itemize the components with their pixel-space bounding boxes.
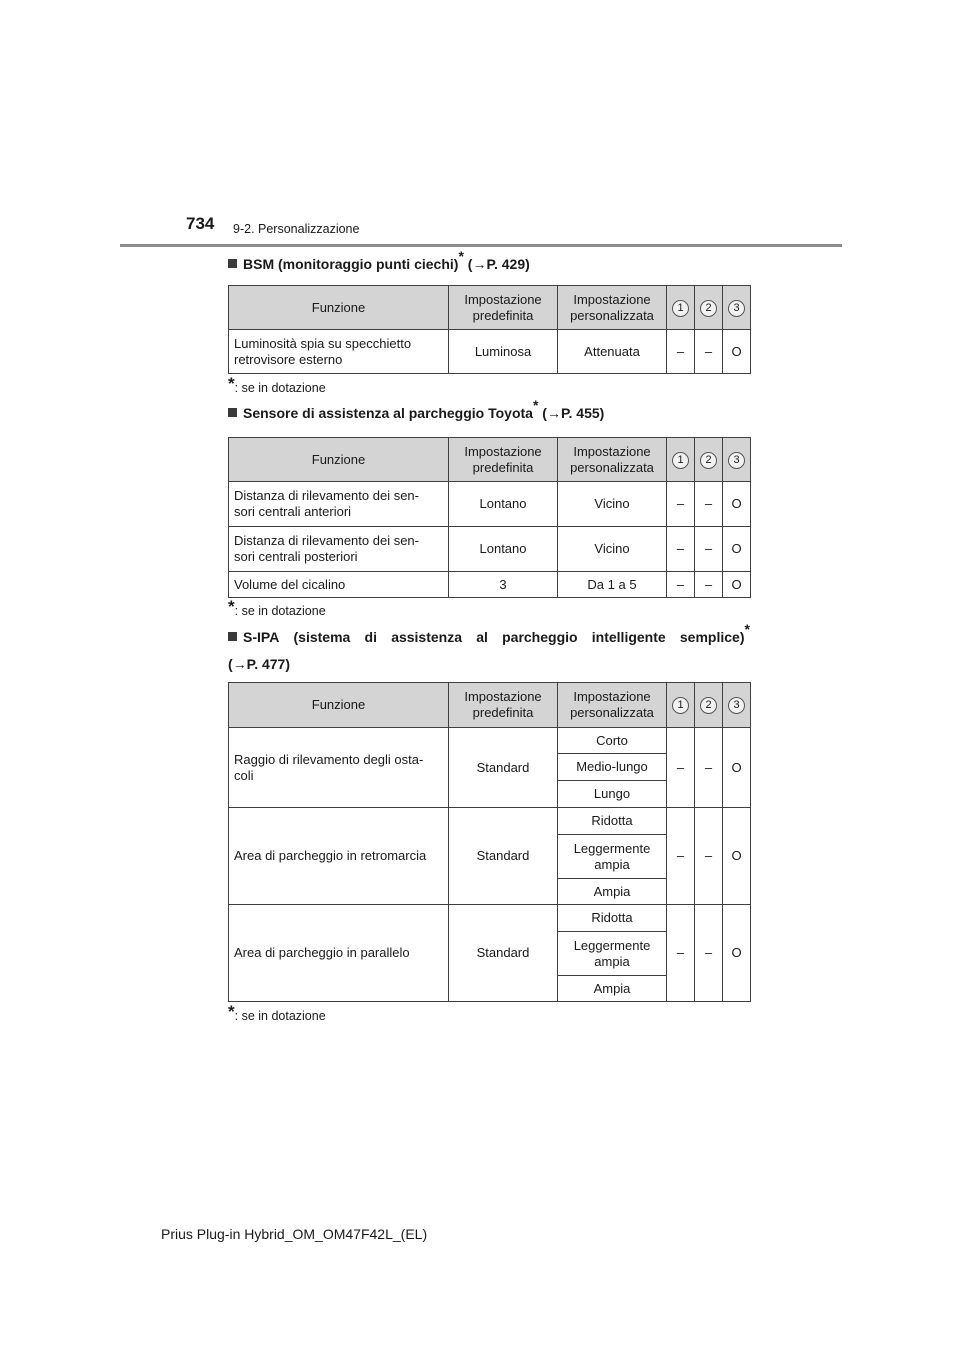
section-title: BSM (monitoraggio punti ciechi)	[243, 256, 459, 272]
col-circled-2	[695, 286, 723, 330]
section-heading-parking-sensor: Sensore di assistenza al parcheggio Toyota* (→P. 455)	[228, 403, 604, 424]
cell-c2: –	[695, 728, 723, 808]
cell-c2: –	[695, 330, 723, 374]
cell-c1: –	[667, 905, 695, 1002]
cell-custom: Vicino	[558, 527, 667, 572]
cell-c3: O	[723, 808, 751, 905]
table-row	[229, 905, 751, 932]
square-bullet-icon	[228, 259, 237, 268]
cell-function: Area di parcheggio in retromarcia	[229, 808, 449, 905]
cell-custom: Attenuata	[558, 330, 667, 374]
table-header-row	[229, 286, 751, 330]
cell-custom: Vicino	[558, 482, 667, 527]
cell-function: Raggio di rilevamento degli osta- coli	[229, 728, 449, 808]
cell-c3: O	[723, 572, 751, 598]
circled-3-icon: 3	[728, 697, 745, 714]
document-footer: Prius Plug-in Hybrid_OM_OM47F42L_(EL)	[161, 1226, 428, 1242]
cell-c1: –	[667, 330, 695, 374]
footnote: *: se in dotazione	[228, 1002, 326, 1023]
table-row	[229, 330, 751, 374]
col-custom: Impostazione personalizzata	[558, 286, 667, 330]
cell-c2: –	[695, 905, 723, 1002]
asterisk-mark: *	[458, 248, 464, 264]
col-circled-2	[695, 683, 723, 728]
table-row	[229, 572, 751, 598]
cell-c2: –	[695, 572, 723, 598]
col-circled-1	[667, 438, 695, 482]
col-circled-3	[723, 286, 751, 330]
cell-option: Leggermente ampia	[558, 835, 667, 879]
cell-c3: O	[723, 330, 751, 374]
page-reference: P. 477)	[246, 656, 291, 672]
table-header-row	[229, 683, 751, 728]
cell-option: Corto	[558, 728, 667, 754]
table-row	[229, 482, 751, 527]
col-circled-1	[667, 286, 695, 330]
cell-default: Standard	[449, 905, 558, 1002]
col-circled-1	[667, 683, 695, 728]
cell-option: Medio-lungo	[558, 754, 667, 781]
circled-1-icon: 1	[672, 300, 689, 317]
col-default: Impostazione predefinita	[449, 683, 558, 728]
footnote: *: se in dotazione	[228, 597, 326, 618]
square-bullet-icon	[228, 632, 237, 641]
cell-c1: –	[667, 527, 695, 572]
cell-option: Ridotta	[558, 905, 667, 932]
cell-c3: O	[723, 482, 751, 527]
section-title: S-IPA (sistema di assistenza al parcheggio intelligente semplice)*	[228, 627, 750, 648]
cell-c3: O	[723, 905, 751, 1002]
header-rule	[120, 244, 842, 247]
table-row	[229, 527, 751, 572]
circled-1-icon: 1	[672, 452, 689, 469]
cell-default: 3	[449, 572, 558, 598]
cell-option: Lungo	[558, 781, 667, 808]
cell-option: Leggermente ampia	[558, 932, 667, 976]
cell-default: Luminosa	[449, 330, 558, 374]
cell-function: Distanza di rilevamento dei sen- sori centrali anteriori	[229, 482, 449, 527]
cell-option: Ridotta	[558, 808, 667, 835]
table-row	[229, 808, 751, 835]
arrow-right-icon: →	[232, 656, 247, 672]
cell-c2: –	[695, 808, 723, 905]
col-circled-2	[695, 438, 723, 482]
cell-function: Luminosità spia su specchietto retrovisore esterno	[229, 330, 449, 374]
page-reference: P. 429)	[486, 256, 530, 272]
asterisk-mark: *	[532, 397, 539, 413]
cell-option: Ampia	[558, 976, 667, 1002]
parking-sensor-table	[228, 437, 751, 598]
table-header-row	[229, 438, 751, 482]
cell-default: Standard	[449, 808, 558, 905]
section-heading-bsm: BSM (monitoraggio punti ciechi)* (→P. 429)	[228, 254, 530, 275]
circled-2-icon: 2	[700, 452, 717, 469]
cell-c1: –	[667, 808, 695, 905]
section-title: Sensore di assistenza al parcheggio Toyota	[243, 405, 533, 421]
cell-c1: –	[667, 482, 695, 527]
arrow-right-icon: →	[472, 256, 487, 272]
cell-function: Distanza di rilevamento dei sen- sori centrali posteriori	[229, 527, 449, 572]
cell-c3: O	[723, 527, 751, 572]
page-number: 734	[186, 214, 215, 233]
s-ipa-table	[228, 682, 751, 1002]
bsm-table	[228, 285, 751, 374]
cell-option: Ampia	[558, 879, 667, 905]
col-function: Funzione	[229, 286, 449, 330]
col-default: Impostazione predefinita	[449, 438, 558, 482]
chapter-title: 9-2. Personalizzazione	[233, 222, 360, 236]
col-circled-3	[723, 683, 751, 728]
col-function: Funzione	[229, 683, 449, 728]
cell-custom: Da 1 a 5	[558, 572, 667, 598]
arrow-right-icon: →	[546, 405, 561, 421]
section-heading-s-ipa: S-IPA (sistema di assistenza al parcheggio intelligente semplice)* (→P. 477)	[228, 621, 750, 672]
cell-function: Volume del cicalino	[229, 572, 449, 598]
circled-2-icon: 2	[700, 300, 717, 317]
asterisk-mark: *	[744, 621, 750, 637]
circled-3-icon: 3	[728, 300, 745, 317]
col-circled-3	[723, 438, 751, 482]
cell-default: Lontano	[449, 527, 558, 572]
table-row	[229, 728, 751, 754]
page-reference: P. 455)	[560, 405, 605, 421]
col-default: Impostazione predefinita	[449, 286, 558, 330]
cell-c3: O	[723, 728, 751, 808]
cell-default: Lontano	[449, 482, 558, 527]
col-function: Funzione	[229, 438, 449, 482]
cell-function: Area di parcheggio in parallelo	[229, 905, 449, 1002]
cell-c2: –	[695, 527, 723, 572]
circled-3-icon: 3	[728, 452, 745, 469]
cell-default: Standard	[449, 728, 558, 808]
cell-c2: –	[695, 482, 723, 527]
circled-1-icon: 1	[672, 697, 689, 714]
cell-c1: –	[667, 728, 695, 808]
col-custom: Impostazione personalizzata	[558, 438, 667, 482]
col-custom: Impostazione personalizzata	[558, 683, 667, 728]
square-bullet-icon	[228, 408, 237, 417]
cell-c1: –	[667, 572, 695, 598]
footnote: *: se in dotazione	[228, 374, 326, 395]
circled-2-icon: 2	[700, 697, 717, 714]
